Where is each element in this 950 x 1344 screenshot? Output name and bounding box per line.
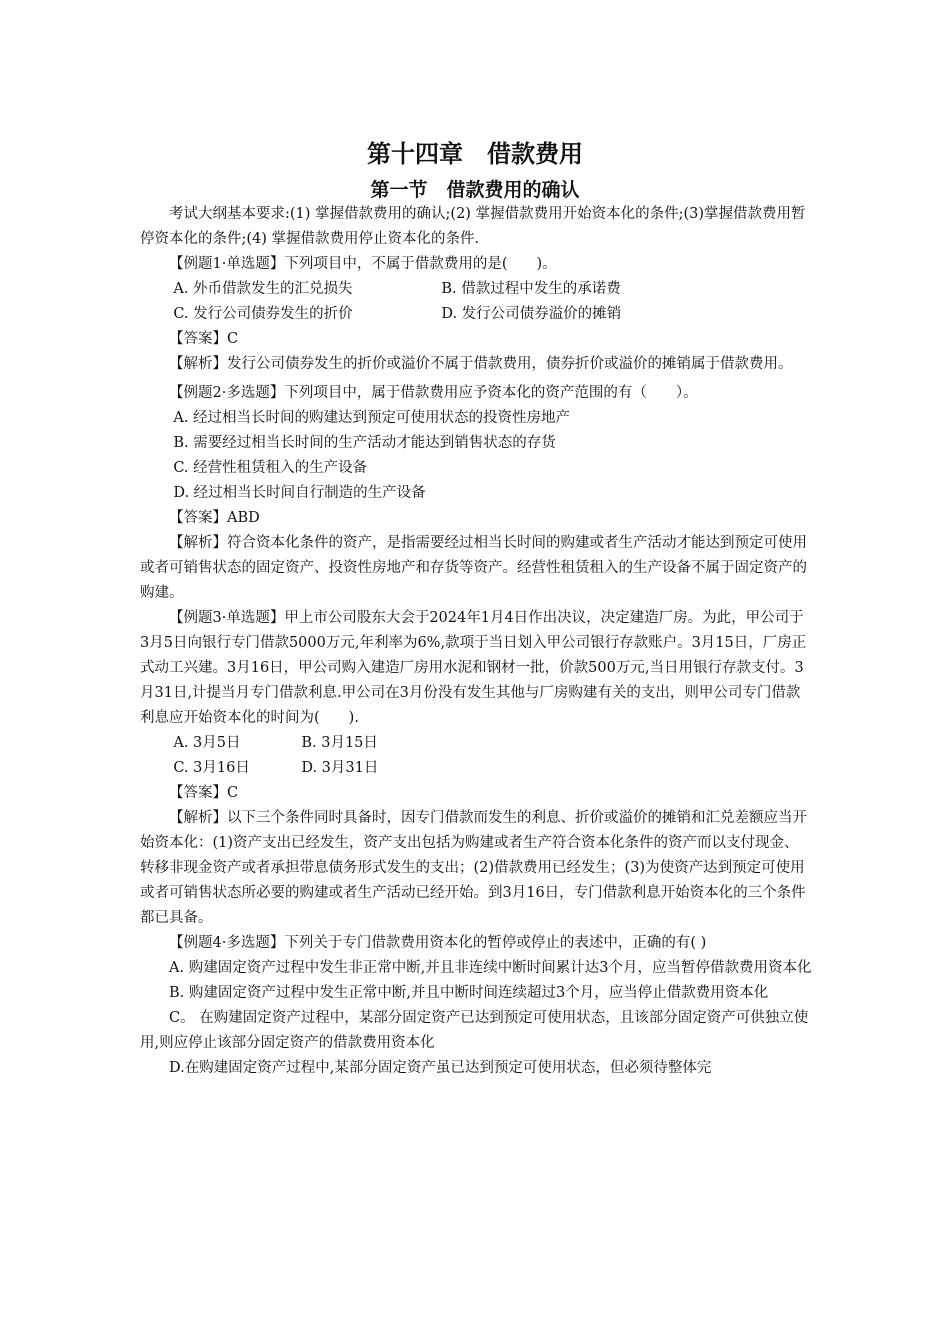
q1-stem: 【例题1·单选题】下列项目中，不属于借款费用的是( )。 bbox=[169, 256, 557, 272]
q3-option-d: D. 3月31日 bbox=[301, 760, 379, 776]
q2-option-c: C. 经营性租赁租入的生产设备 bbox=[173, 460, 368, 476]
q4-stem: 【例题4·多选题】下列关于专门借款费用资本化的暂停或停止的表述中，正确的有( ) bbox=[169, 935, 707, 951]
q3-options-row-2 bbox=[140, 756, 812, 781]
q3-analysis: 【解析】以下三个条件同时具备时，因专门借款而发生的利息、折价或溢价的摊销和汇兑差额应当开始资本化：(1)资产支出已经发生，资产支出包括为购建或者生产符合资本化条件的资产而以支付现金、转移非现金资产或者承担带息债务形式发生的支出；(2)借款费用已经发生；(3)为使资产达到预定可使用或者可销售状态所必要的购建或者生产活动已经开始。到3月16日，专门借款利息开始资本化的三个条件都已具备。 bbox=[140, 810, 807, 926]
q1-answer: 【答案】C bbox=[169, 331, 239, 347]
q4-option-b: B. 购建固定资产过程中发生正常中断,并且中断时间连续超过3个月，应当停止借款费用资本化 bbox=[169, 985, 769, 1001]
chapter-title: 第十四章 借款费用 bbox=[367, 140, 583, 168]
q4-option-d: D.在购建固定资产过程中,某部分固定资产虽已达到预定可使用状态，但必须待整体完 bbox=[169, 1060, 712, 1076]
q2-option-b: B. 需要经过相当长时间的生产活动才能达到销售状态的存货 bbox=[173, 435, 556, 451]
q3-option-a: A. 3月5日 bbox=[173, 735, 241, 751]
q4-option-a: A. 购建固定资产过程中发生非正常中断,并且非连续中断时间累计达3个月，应当暂停借款费用资本化 bbox=[169, 960, 812, 976]
q2-stem: 【例题2·多选题】下列项目中，属于借款费用应予资本化的资产范围的有（ ）。 bbox=[169, 385, 698, 401]
q4-option-c: C。 在购建固定资产过程中，某部分固定资产已达到预定可使用状态，且该部分固定资产可供独立使用,则应停止该部分固定资产的借款费用资本化 bbox=[140, 1010, 809, 1051]
q2-option-a: A. 经过相当长时间的购建达到预定可使用状态的投资性房地产 bbox=[173, 410, 571, 426]
q3-option-c: C. 3月16日 bbox=[173, 760, 250, 776]
section-title: 第一节 借款费用的确认 bbox=[370, 179, 580, 201]
q3-stem: 【例题3·单选题】甲上市公司股东大会于2024年1月4日作出决议，决定建造厂房。为此，甲公司于3月5日向银行专门借款5000万元,年利率为6%,款项于当日划入甲公司银行存款账户。3月15日，厂房正式动工兴建。3月16日，甲公司购入建造厂房用水泥和钢材一批，价款500万元,当日用银行存款支付。3月31日,计提当月专门借款利息.甲公司在3月份没有发生其他与厂房购建有关的支出，则甲公司专门借款利息应开始资本化的时间为( ). bbox=[140, 610, 807, 726]
q1-analysis: 【解析】发行公司债券发生的折价或溢价不属于借款费用，债券折价或溢价的摊销属于借款费用。 bbox=[169, 356, 793, 372]
q2-option-d: D. 经过相当长时间自行制造的生产设备 bbox=[173, 485, 426, 501]
q1-option-c: C. 发行公司债券发生的折价 bbox=[173, 306, 353, 322]
q1-option-b: B. 借款过程中发生的承诺费 bbox=[441, 281, 621, 297]
syllabus-requirements: 考试大纲基本要求:(1) 掌握借款费用的确认;(2) 掌握借款费用开始资本化的条件;(3)掌握借款费用暂停资本化的条件;(4) 掌握借款费用停止资本化的条件. bbox=[140, 206, 806, 247]
q2-analysis: 【解析】符合资本化条件的资产，是指需要经过相当长时间的购建或者生产活动才能达到预定可使用或者可销售状态的固定资产、投资性房地产和存货等资产。经营性租赁租入的生产设备不属于固定资产的购建。 bbox=[140, 535, 807, 601]
q1-options-row-2 bbox=[140, 302, 812, 327]
q3-option-b: B. 3月15日 bbox=[301, 735, 378, 751]
q1-option-a: A. 外币借款发生的汇兑损失 bbox=[173, 281, 353, 297]
q1-option-d: D. 发行公司债券溢价的摊销 bbox=[441, 306, 622, 322]
q2-answer: 【答案】ABD bbox=[169, 510, 260, 526]
document-body bbox=[140, 202, 812, 1081]
q3-answer: 【答案】C bbox=[169, 785, 239, 801]
q3-options-row-1 bbox=[140, 731, 812, 756]
q1-options-row-1 bbox=[140, 277, 812, 302]
